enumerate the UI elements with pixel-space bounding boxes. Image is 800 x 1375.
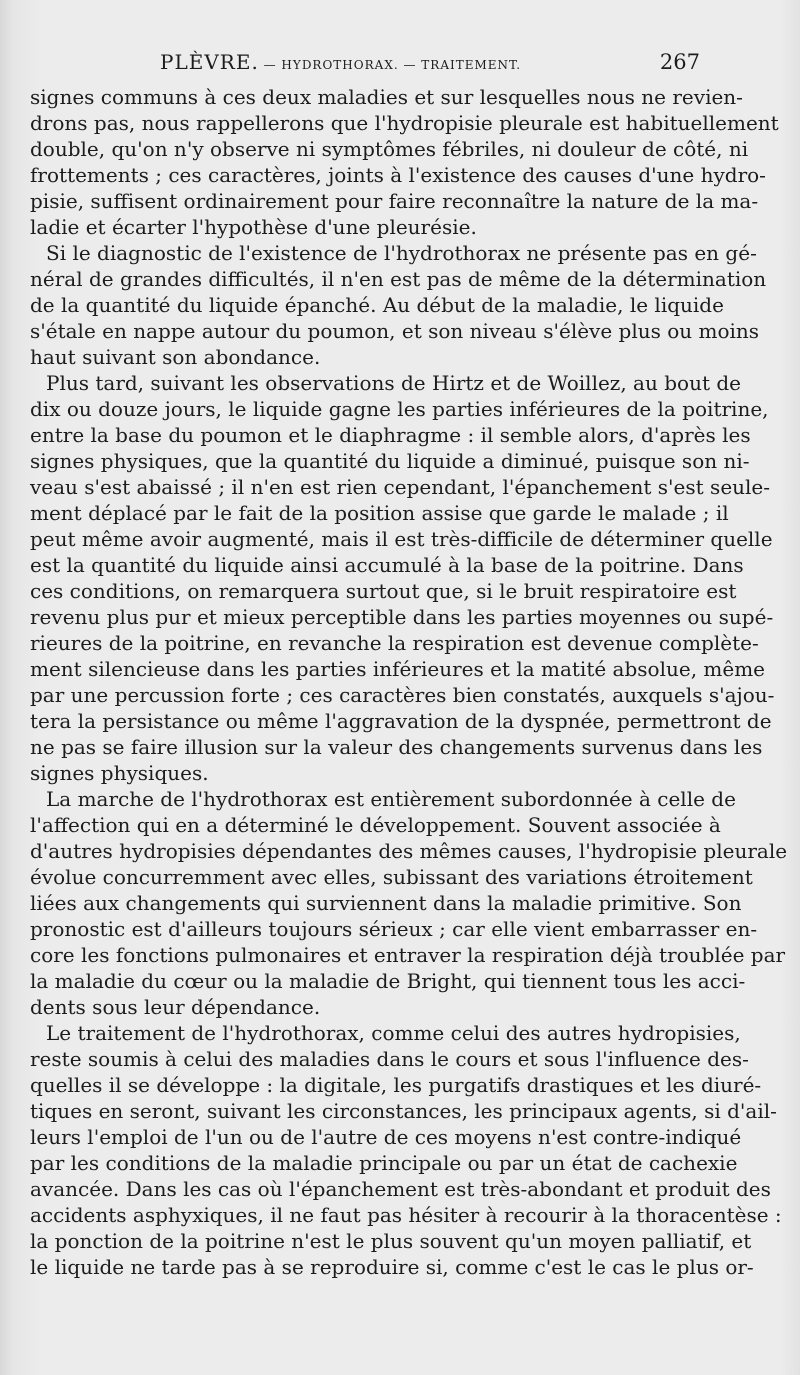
text-line: le liquide ne tarde pas à se reproduire si, comme c'est le cas le plus or- xyxy=(30,1255,754,1279)
text-line: veau s'est abaissé ; il n'en est rien cependant, l'épanchement s'est seule- xyxy=(30,475,771,499)
text-line: la ponction de la poitrine n'est le plus souvent qu'un moyen palliatif, et xyxy=(30,1229,752,1253)
text-line: évolue concurremment avec elles, subissant des variations étroitement xyxy=(30,865,753,889)
text-line: la maladie du cœur ou la maladie de Bright, qui tiennent tous les acci- xyxy=(30,969,746,993)
body-text xyxy=(30,84,788,1280)
text-line: par les conditions de la maladie principale ou par un état de cachexie xyxy=(30,1151,738,1175)
running-head xyxy=(30,50,700,80)
text-line: frottements ; ces caractères, joints à l'existence des causes d'une hydro- xyxy=(30,163,766,187)
text-line: revenu plus pur et mieux perceptible dans les parties moyennes ou supé- xyxy=(30,605,774,629)
text-line: de la quantité du liquide épanché. Au début de la maladie, le liquide xyxy=(30,293,724,317)
text-line: signes physiques. xyxy=(30,761,209,785)
text-line: entre la base du poumon et le diaphragme : il semble alors, d'après les xyxy=(30,423,751,447)
text-line: l'affection qui en a déterminé le développement. Souvent associée à xyxy=(30,813,721,837)
running-title-sub: — HYDROTHORAX. — TRAITEMENT. xyxy=(258,58,522,72)
running-title-main: PLÈVRE. xyxy=(160,50,259,74)
text-line: pronostic est d'ailleurs toujours sérieux ; car elle vient embarrasser en- xyxy=(30,917,758,941)
text-line: tiques en seront, suivant les circonstances, les principaux agents, si d'ail- xyxy=(30,1099,777,1123)
text-line: ne pas se faire illusion sur la valeur des changements survenus dans les xyxy=(30,735,763,759)
text-line: tera la persistance ou même l'aggravation de la dyspnée, permettront de xyxy=(30,709,772,733)
text-line: reste soumis à celui des maladies dans le cours et sous l'influence des- xyxy=(30,1047,749,1071)
text-line: quelles il se développe : la digitale, les purgatifs drastiques et les diuré- xyxy=(30,1073,762,1097)
running-title xyxy=(160,50,521,74)
text-line: par une percussion forte ; ces caractères bien constatés, auxquels s'ajou- xyxy=(30,683,775,707)
text-line: double, qu'on n'y observe ni symptômes fébriles, ni douleur de côté, ni xyxy=(30,137,749,161)
text-line: d'autres hydropisies dépendantes des mêmes causes, l'hydropisie pleurale xyxy=(30,839,788,863)
text-line: signes communs à ces deux maladies et sur lesquelles nous ne revien- xyxy=(30,85,743,109)
text-line: liées aux changements qui surviennent dans la maladie primitive. Son xyxy=(30,891,742,915)
text-line: ment silencieuse dans les parties inférieures et la matité absolue, même xyxy=(30,657,766,681)
text-line: s'étale en nappe autour du poumon, et son niveau s'élève plus ou moins xyxy=(30,319,760,343)
text-line: Plus tard, suivant les observations de Hirtz et de Woillez, au bout de xyxy=(46,371,741,395)
text-line: rieures de la poitrine, en revanche la respiration est devenue complète- xyxy=(30,631,759,655)
page-number: 267 xyxy=(659,50,700,74)
text-line: ladie et écarter l'hypothèse d'une pleurésie. xyxy=(30,215,477,239)
text-line: drons pas, nous rappellerons que l'hydropisie pleurale est habituellement xyxy=(30,111,779,135)
text-line: core les fonctions pulmonaires et entraver la respiration déjà troublée par xyxy=(30,943,786,967)
text-line: pisie, suffisent ordinairement pour faire reconnaître la nature de la ma- xyxy=(30,189,759,213)
text-line: La marche de l'hydrothorax est entièrement subordonnée à celle de xyxy=(46,787,736,811)
text-line: signes physiques, que la quantité du liquide a diminué, puisque son ni- xyxy=(30,449,750,473)
text-line: ces conditions, on remarquera surtout que, si le bruit respiratoire est xyxy=(30,579,737,603)
text-line: avancée. Dans les cas où l'épanchement est très-abondant et produit des xyxy=(30,1177,771,1201)
text-line: dix ou douze jours, le liquide gagne les parties inférieures de la poitrine, xyxy=(30,397,769,421)
text-line: peut même avoir augmenté, mais il est très-difficile de déterminer quelle xyxy=(30,527,773,551)
text-line: ment déplacé par le fait de la position assise que garde le malade ; il xyxy=(30,501,729,525)
text-line: dents sous leur dépendance. xyxy=(30,995,321,1019)
text-line: accidents asphyxiques, il ne faut pas hésiter à recourir à la thoracentèse : xyxy=(30,1203,782,1227)
text-line: leurs l'emploi de l'un ou de l'autre de ces moyens n'est contre-indiqué xyxy=(30,1125,742,1149)
text-line: est la quantité du liquide ainsi accumulé à la base de la poitrine. Dans xyxy=(30,553,744,577)
text-line: haut suivant son abondance. xyxy=(30,345,321,369)
text-line: Le traitement de l'hydrothorax, comme celui des autres hydropisies, xyxy=(46,1021,741,1045)
text-line: Si le diagnostic de l'existence de l'hydrothorax ne présente pas en gé- xyxy=(46,241,757,265)
text-line: néral de grandes difficultés, il n'en est pas de même de la détermination xyxy=(30,267,767,291)
